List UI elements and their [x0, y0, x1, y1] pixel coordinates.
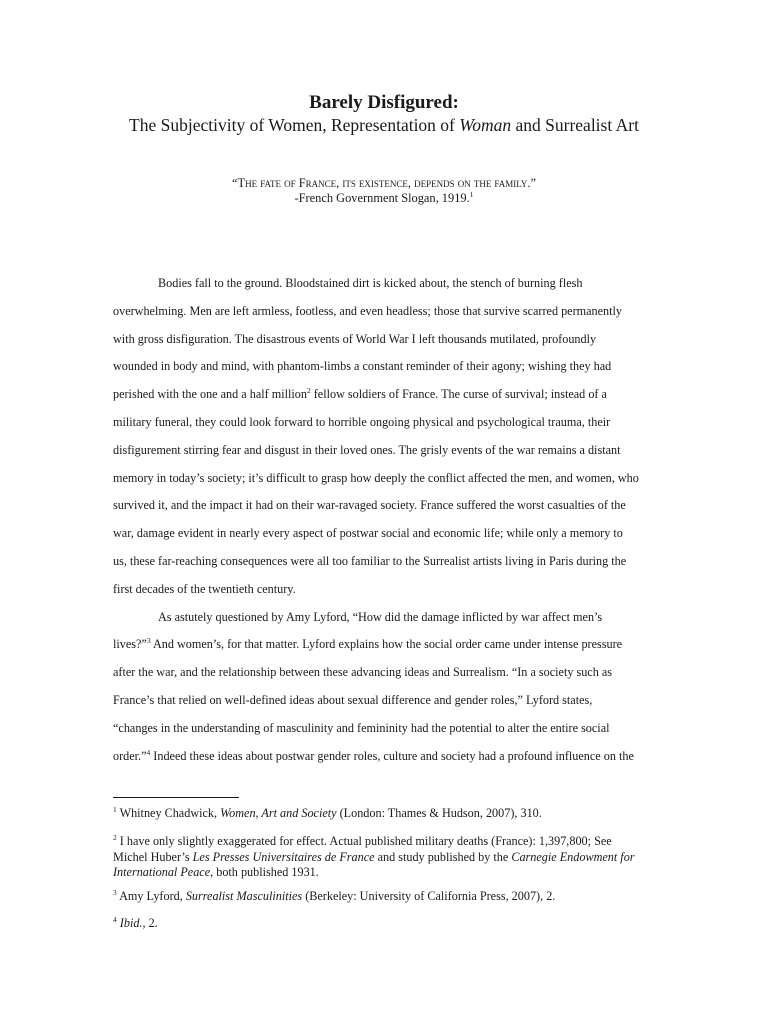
text-line: France’s that relied on well-defined ideas about sexual difference and gender roles,” Lyford states, [113, 692, 593, 707]
text-line: survived it, and the impact it had on their war-ravaged society. France suffered the worst casualties of the [113, 498, 626, 513]
epigraph-quote: “The fate of France, its existence, depends on the family.” [232, 176, 536, 190]
attribution-text: -French Government Slogan, 1919. [294, 191, 470, 205]
text-line: with gross disfiguration. The disastrous events of World War I left thousands mutilated, profoundly [113, 331, 597, 346]
footnote-ref-3[interactable]: 3 [146, 636, 151, 646]
body-text [113, 270, 658, 770]
epigraph [0, 176, 768, 206]
footnote-italic: Ibid. [119, 916, 143, 930]
epigraph-attribution [0, 191, 768, 206]
footnote-italic: Surrealist Masculinities [185, 889, 303, 903]
text-line [68, 631, 658, 659]
footnote-text: and study published by the [374, 849, 512, 864]
footnote-text: , both published 1931. [210, 865, 319, 879]
text-line: us, these far-reaching consequences were all too familiar to the Surrealist artists living in Paris during the [113, 553, 627, 568]
text-line: “changes in the understanding of masculinity and femininity had the potential to alter the entire social [113, 720, 610, 735]
footnote-number: 3 [113, 887, 117, 897]
footnote-divider [113, 797, 239, 798]
footnote-3 [113, 889, 555, 905]
footnote-ref-2[interactable]: 2 [306, 386, 311, 396]
footnote-text: , 2. [142, 916, 158, 930]
text-line: war, damage evident in nearly every aspect of postwar social and economic life; while only a memory to [113, 526, 623, 541]
footnote-4 [113, 916, 158, 932]
subtitle-text-end: and Surrealist Art [511, 115, 639, 135]
footnote-number: 4 [113, 914, 117, 924]
text-segment: Indeed these ideas about postwar gender roles, culture and society had a profound influence on the [150, 748, 634, 763]
footnote-ref-4[interactable]: 4 [146, 747, 151, 757]
text-line: wounded in body and mind, with phantom-limbs a constant reminder of their agony; wishing they had [113, 359, 612, 374]
footnote-number: 2 [113, 832, 117, 842]
text-line: memory in today’s society; it’s difficult to grasp how deeply the conflict affected the men, and women, who [113, 470, 639, 485]
paper-title: Barely Disfigured: [309, 92, 459, 113]
text-segment: perished with the one and a half million [113, 387, 307, 402]
footnote-text: Michel Huber’s [113, 849, 193, 864]
footnote-text: I have only slightly exaggerated for effect. Actual published military deaths (France): 1,397,800; See [116, 834, 612, 848]
footnote-text: Whitney Chadwick, [116, 806, 221, 820]
footnote-number: 1 [113, 804, 117, 814]
text-line: first decades of the twentieth century. [113, 581, 296, 596]
footnote-italic: International Peace [113, 865, 211, 879]
text-line [68, 743, 658, 771]
text-line [68, 381, 658, 409]
text-line: disfigurement stirring fear and disgust in their loved ones. The grisly events of the war remains a distant [113, 442, 621, 457]
footnote-line [113, 850, 635, 866]
paragraph-1 [113, 270, 658, 604]
paper-subtitle [0, 115, 768, 136]
footnote-text: (London: Thames & Hudson, 2007), 310. [336, 806, 542, 820]
text-segment: And women’s, for that matter. Lyford explains how the social order came under intense pressure [150, 637, 623, 652]
footnote-line [113, 865, 635, 881]
footnote-italic: Les Presses Universitaires de France [192, 849, 375, 864]
footnote-ref-1[interactable]: 1 [469, 189, 474, 199]
text-line: after the war, and the relationship between these advancing ideas and Surrealism. “In a society such as [113, 665, 613, 680]
text-line: overwhelming. Men are left armless, footless, and even headless; those that survive scarred permanently [113, 303, 623, 318]
text-segment: lives?” [113, 637, 147, 652]
footnote-1 [113, 806, 542, 822]
subtitle-italic: Woman [459, 115, 512, 135]
paragraph-2 [113, 604, 658, 771]
text-segment: order.” [113, 748, 147, 763]
footnote-text: Amy Lyford, [116, 889, 186, 903]
text-line: Bodies fall to the ground. Bloodstained dirt is kicked about, the stench of burning flesh [158, 276, 583, 290]
text-line: military funeral, they could look forward to horrible ongoing physical and psychological trauma, their [113, 414, 611, 429]
footnote-2 [113, 834, 635, 881]
subtitle-text: The Subjectivity of Women, Representation of [129, 115, 460, 135]
text-line: As astutely questioned by Amy Lyford, “How did the damage inflicted by war affect men’s [158, 609, 603, 624]
footnote-text: (Berkeley: University of California Press, 2007), 2. [302, 889, 556, 903]
footnote-italic: Carnegie Endowment for [511, 849, 635, 864]
footnote-line [113, 834, 635, 850]
footnote-italic: Women, Art and Society [220, 806, 337, 820]
text-segment: fellow soldiers of France. The curse of survival; instead of a [310, 387, 607, 402]
